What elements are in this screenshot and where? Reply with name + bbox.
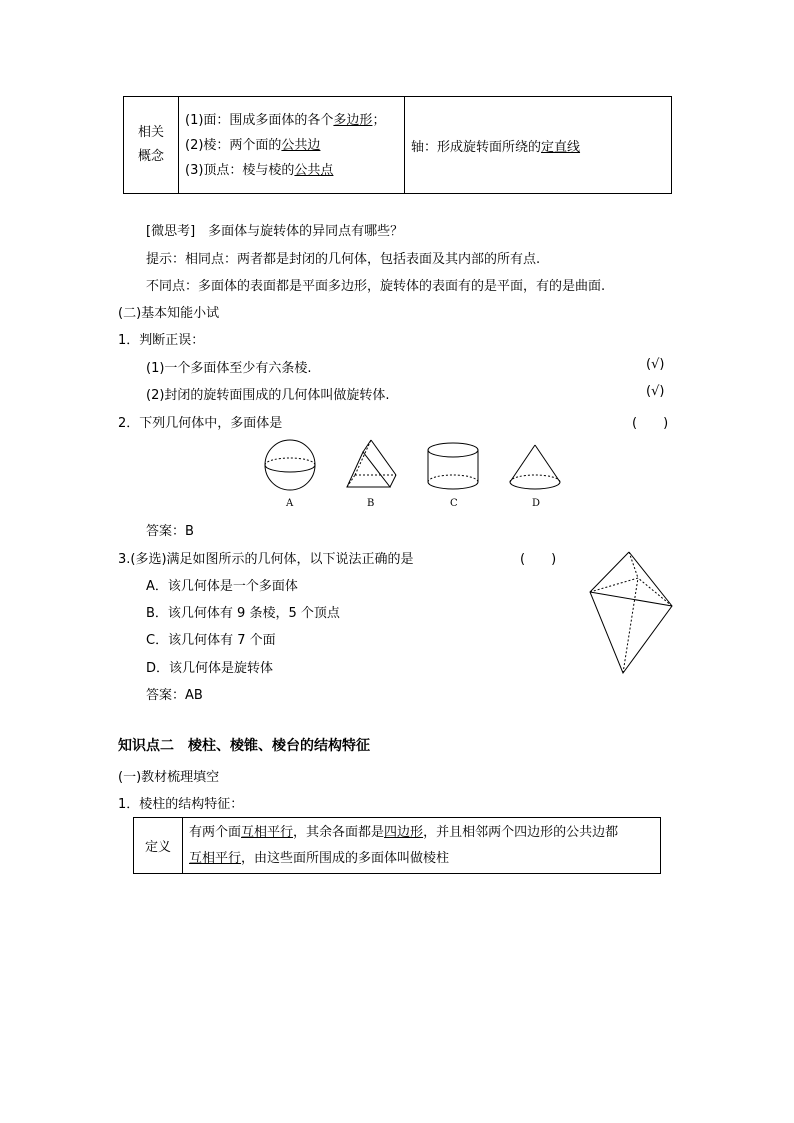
q2-title: 2．下列几何体中，多面体是	[118, 416, 283, 431]
micro-think-difference: 不同点：多面体的表面都是平面多边形，旋转体的表面有的是平面，有的是曲面.	[146, 279, 606, 294]
q3-option-b: B．该几何体有 9 条棱，5 个顶点	[146, 606, 340, 621]
solid-label-d: D	[532, 498, 541, 509]
micro-think-question: [微思考] 多面体与旋转体的异同点有哪些？	[146, 224, 404, 239]
q1-item-2: (2)封闭的旋转面围成的几何体叫做旋转体.	[146, 388, 390, 403]
sphere-solid	[265, 440, 315, 490]
q3-option-c: C．该几何体有 7 个面	[146, 633, 276, 648]
q1-item-1-mark: (√)	[646, 357, 665, 372]
rotation-axis-cell: 轴：形成旋转面所绕的定直线	[405, 97, 672, 194]
q2-answer: 答案：B	[146, 524, 194, 539]
cone-solid	[510, 445, 560, 489]
kp2-subtitle: (一)教材梳理填空	[118, 770, 220, 785]
prism-definition-line-2: 互相平行，由这些面所围成的多面体叫做棱柱	[189, 850, 450, 866]
q3-title: 3.(多选)满足如图所示的几何体，以下说法正确的是	[118, 552, 414, 567]
concept-face: (1)面：围成多面体的各个多边形；	[185, 112, 386, 128]
q1-title: 1．判断正误：	[118, 333, 205, 348]
prism-definition-label: 定义	[134, 818, 183, 874]
q2-paren: ( )	[632, 416, 669, 431]
q1-item-2-mark: (√)	[646, 384, 665, 399]
concept-label-line2: 概念	[137, 149, 164, 164]
solid-label-b: B	[367, 498, 375, 509]
solid-label-a: A	[286, 498, 294, 509]
micro-think-hint: 提示：相同点：两者都是封闭的几何体，包括表面及其内部的所有点.	[146, 252, 541, 267]
prism-solid	[347, 440, 396, 487]
section-basic-quiz: (二)基本知能小试	[118, 306, 220, 321]
q1-item-1: (1)一个多面体至少有六条棱.	[146, 361, 312, 376]
knowledge-point-2-title: 知识点二 棱柱、棱锥、棱台的结构特征	[118, 738, 370, 754]
solid-label-c: C	[450, 498, 458, 509]
q3-option-d: D．该几何体是旋转体	[146, 661, 274, 676]
bipyramid-solid	[590, 552, 672, 673]
concept-label-line1: 相关	[137, 125, 164, 140]
concept-vertex: (3)顶点：棱与棱的公共点	[185, 162, 334, 178]
prism-definition-table	[133, 817, 661, 874]
prism-definition-line-1: 有两个面互相平行，其余各面都是四边形，并且相邻两个四边形的公共边都	[189, 824, 619, 840]
prism-definition-text	[183, 818, 661, 874]
cylinder-solid	[428, 443, 478, 489]
q3-paren: ( )	[520, 552, 557, 567]
q3-answer: 答案：AB	[146, 688, 203, 703]
q3-option-a: A．该几何体是一个多面体	[146, 579, 298, 594]
concept-edge: (2)棱：两个面的公共边	[185, 137, 321, 153]
kp2-item-1: 1．棱柱的结构特征：	[118, 797, 244, 812]
